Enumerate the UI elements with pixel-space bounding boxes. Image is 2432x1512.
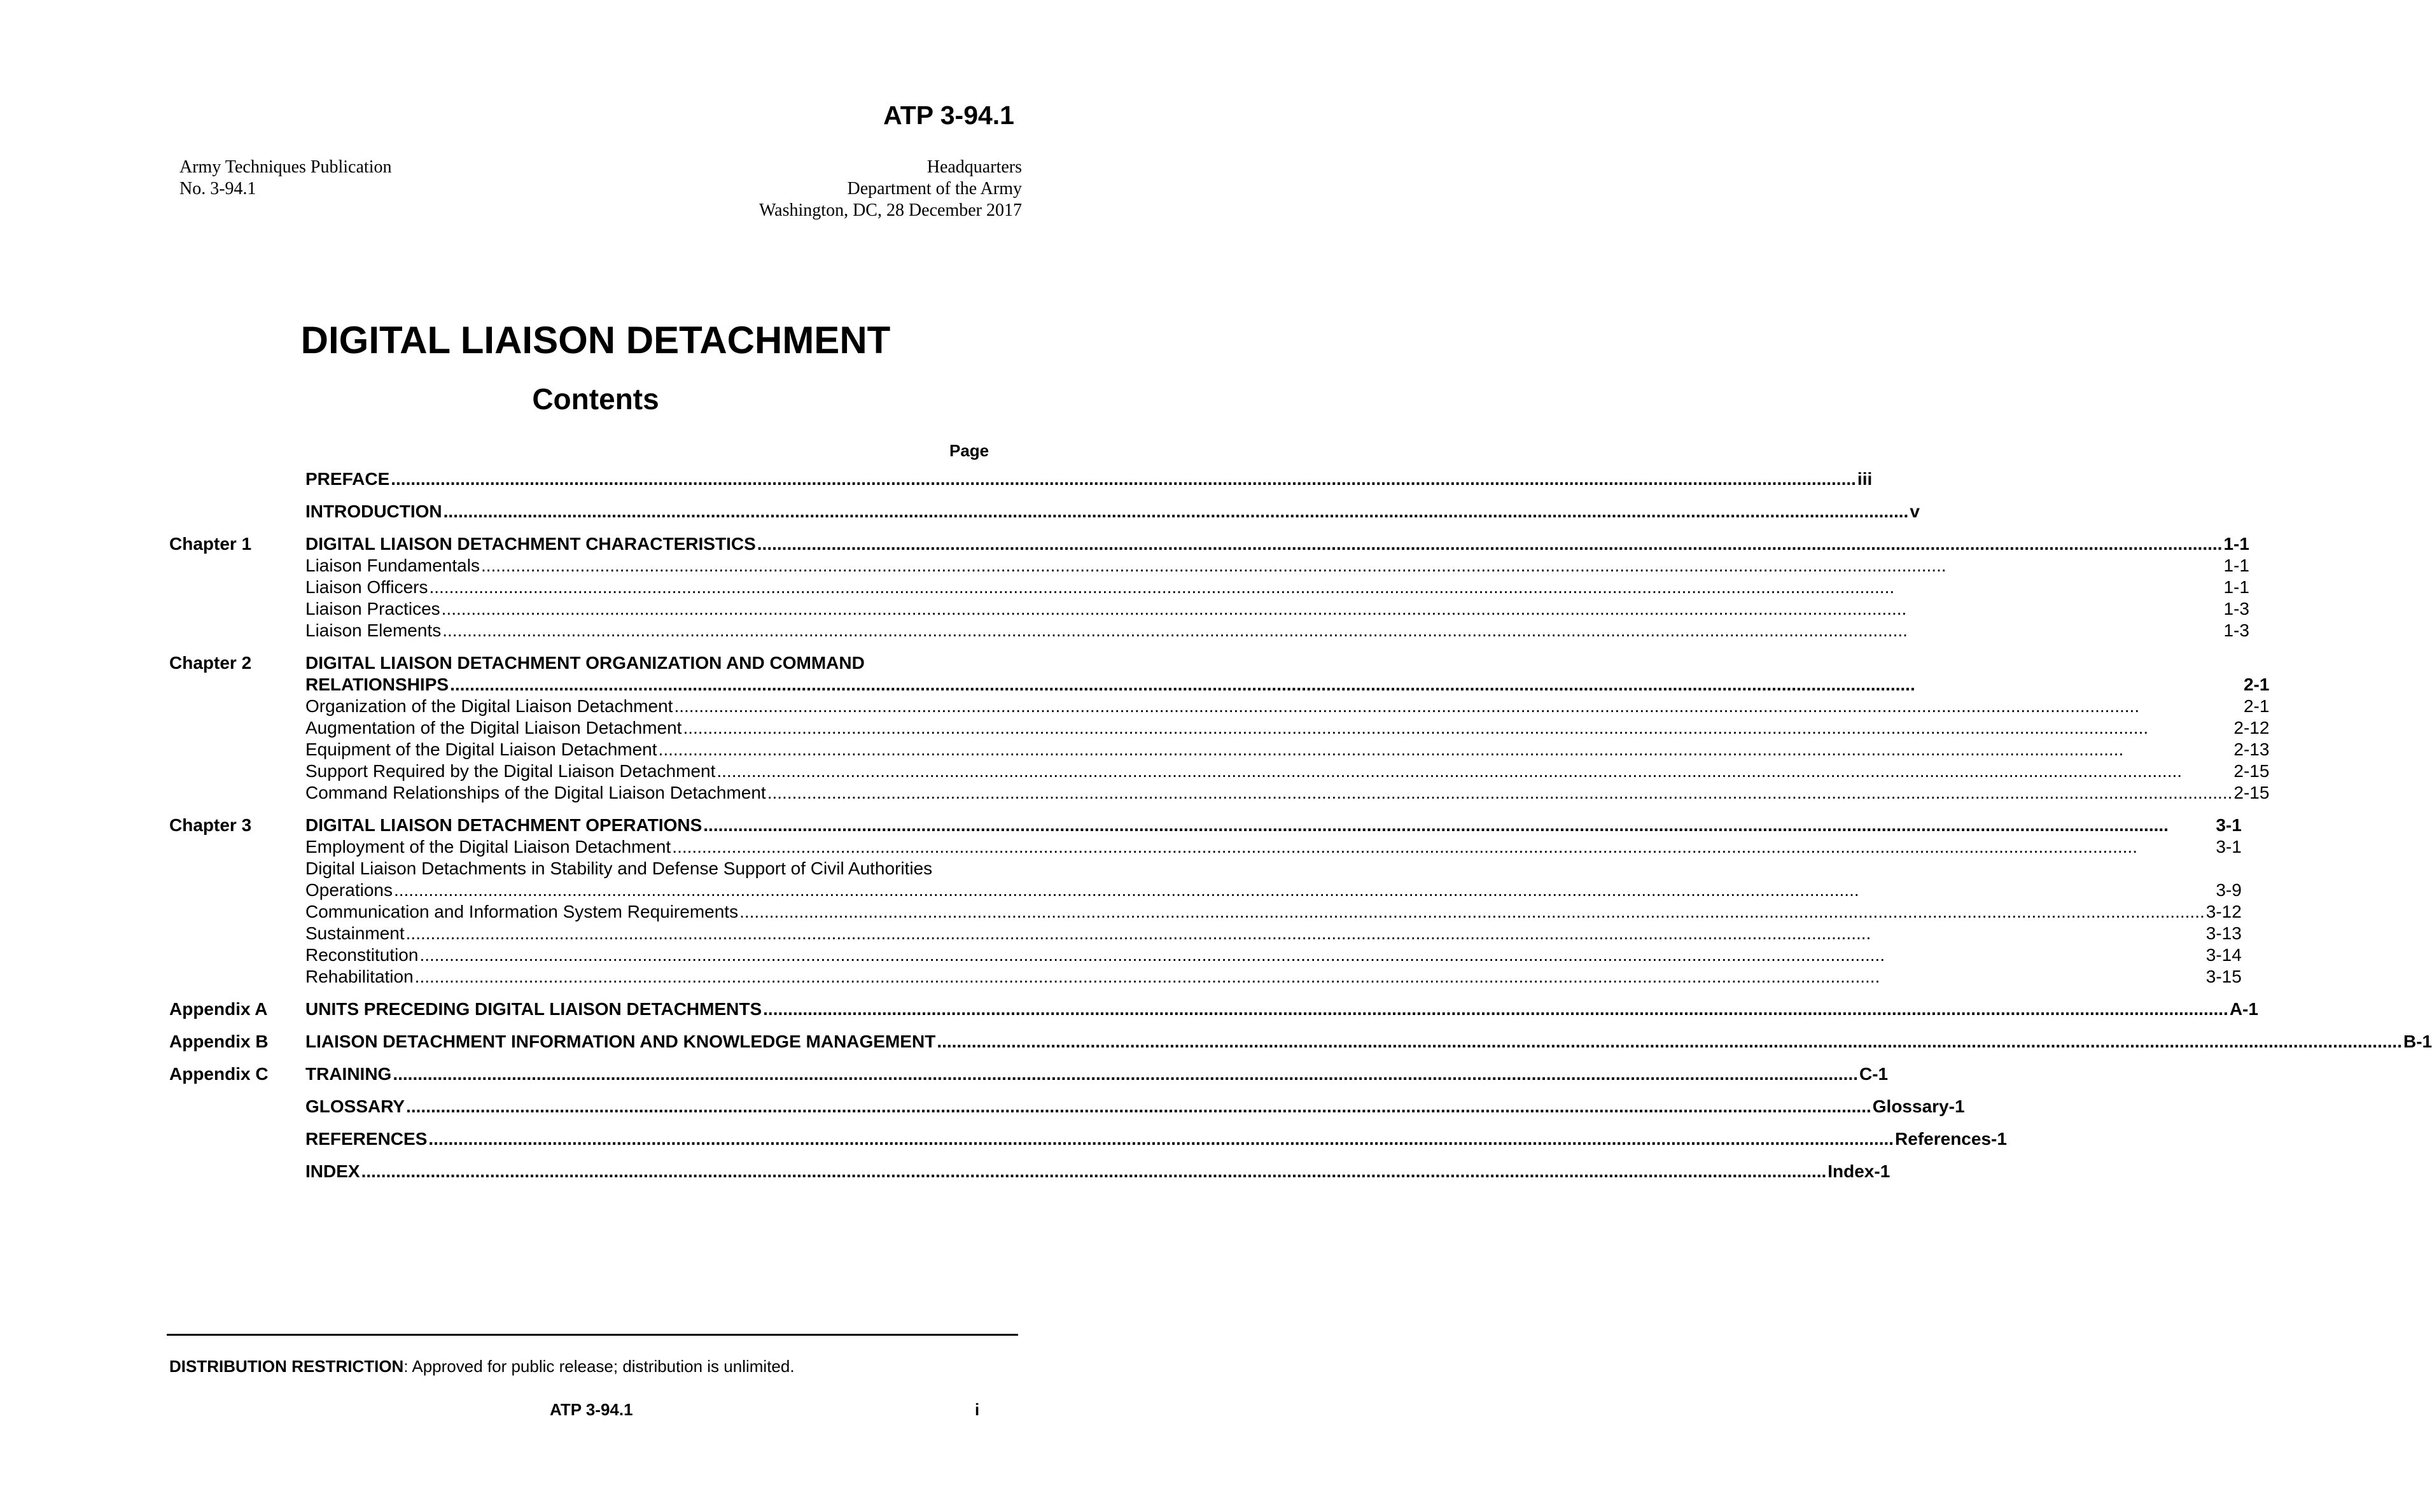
toc-subentry-title: Equipment of the Digital Liaison Detachment (305, 739, 657, 759)
toc-subentry-title: Reconstitution (305, 945, 419, 965)
publication-type: Army Techniques Publication (179, 157, 392, 177)
dot-leader (442, 598, 2223, 620)
publication-number: No. 3-94.1 (179, 179, 256, 199)
toc-chapter-2 (169, 652, 2270, 804)
dot-leader (739, 901, 2205, 923)
publication-header-right (759, 157, 1022, 221)
toc-entry-references[interactable] (305, 1128, 2007, 1150)
toc-subentry-page: 2-15 (2233, 761, 2270, 781)
dot-leader (393, 1063, 1858, 1085)
dot-leader (757, 533, 2223, 555)
toc-entry-title: TRAINING (305, 1064, 392, 1084)
toc-subentry-title: Employment of the Digital Liaison Detachment (305, 837, 671, 857)
dot-leader (442, 620, 2222, 641)
toc-subentry[interactable] (305, 923, 2242, 944)
toc-entry-preface[interactable] (305, 468, 1872, 490)
dot-leader (683, 717, 2232, 739)
dot-leader (450, 674, 2242, 696)
dot-leader (419, 944, 2204, 966)
toc-subentry[interactable] (305, 836, 2242, 858)
toc-subentry-page: 1-1 (2223, 577, 2249, 597)
toc-entry-title: INTRODUCTION (305, 501, 442, 521)
toc-entry-introduction[interactable] (305, 501, 1920, 522)
toc-entry-page: C-1 (1859, 1064, 1889, 1084)
dot-leader (361, 1161, 1827, 1182)
document-title: DIGITAL LIAISON DETACHMENT (300, 319, 891, 361)
chapter-label: Chapter 2 (169, 653, 252, 673)
toc-subentry-page: 2-13 (2233, 739, 2270, 759)
toc-entry-index[interactable] (305, 1161, 1890, 1182)
toc-label (169, 1096, 305, 1117)
dot-leader (763, 998, 2228, 1020)
date-line: Washington, DC, 28 December 2017 (759, 200, 1022, 220)
publication-id: ATP 3-94.1 (883, 101, 1014, 130)
appendix-label: Appendix C (169, 1064, 269, 1084)
toc-subentry-page: 3-9 (2216, 880, 2242, 900)
toc-subentry-page: 2-15 (2233, 783, 2270, 802)
contents-heading: Contents (532, 382, 659, 416)
toc-entry-title: GLOSSARY (305, 1096, 405, 1116)
dot-leader (703, 815, 2214, 836)
toc-glossary (169, 1096, 1965, 1117)
toc-preface (169, 468, 1873, 490)
dot-leader (659, 739, 2233, 760)
toc-entry-page: B-1 (2403, 1032, 2432, 1051)
toc-chapter-3 (169, 815, 2242, 988)
toc-entry-title: REFERENCES (305, 1129, 428, 1149)
toc-subentry-page: 2-1 (2243, 696, 2270, 716)
appendix-label: Appendix B (169, 1032, 269, 1051)
toc-entry-page: iii (1857, 469, 1873, 489)
dot-leader (406, 923, 2205, 944)
toc-entry-appendix-b[interactable] (305, 1031, 2432, 1053)
toc-subentry[interactable] (305, 555, 2249, 577)
distribution-label: DISTRIBUTION RESTRICTION (169, 1357, 404, 1376)
toc-label (169, 1161, 305, 1182)
chapter-label: Chapter 1 (169, 534, 252, 554)
toc-subentry[interactable] (305, 577, 2249, 598)
toc-subentry-page: 1-1 (2223, 556, 2249, 575)
dot-leader (406, 1096, 1871, 1117)
footer-page-number: i (975, 1400, 980, 1419)
toc-entry-chapter-3[interactable] (305, 815, 2242, 836)
toc-subentry[interactable] (305, 901, 2242, 923)
dot-leader (429, 577, 2222, 598)
toc-appendix-c (169, 1063, 1889, 1085)
toc-entry-appendix-c[interactable] (305, 1063, 1888, 1085)
footer-publication-id: ATP 3-94.1 (550, 1400, 633, 1419)
toc-subentry-title: Operations (305, 880, 393, 900)
dot-leader (394, 879, 2214, 901)
toc-label (169, 468, 305, 490)
toc-subentry-page: 1-3 (2223, 620, 2249, 640)
toc-subentry-line1[interactable]: Digital Liaison Detachments in Stability and Defense Support of Civil Authorities (305, 858, 933, 878)
toc-subentry[interactable] (305, 879, 2242, 901)
dot-leader (428, 1128, 1894, 1150)
toc-subentry-title: Augmentation of the Digital Liaison Detachment (305, 718, 682, 738)
toc-entry-page: Index-1 (1827, 1161, 1890, 1181)
toc-introduction (169, 501, 1920, 522)
toc-appendix-a (169, 998, 2258, 1020)
department-line: Department of the Army (847, 179, 1022, 199)
dot-leader (672, 836, 2214, 858)
toc-subentry[interactable] (305, 760, 2269, 782)
dot-leader (415, 966, 2205, 988)
toc-subentry[interactable] (305, 598, 2249, 620)
toc-entry-page: 2-1 (2243, 675, 2270, 694)
dot-leader (716, 760, 2232, 782)
toc-subentry-title: Liaison Practices (305, 599, 440, 619)
toc-subentry[interactable] (305, 739, 2269, 760)
toc-entry-title: UNITS PRECEDING DIGITAL LIAISON DETACHMENTS (305, 999, 762, 1019)
toc-subentry[interactable] (305, 696, 2269, 717)
toc-subentry-title: Command Relationships of the Digital Liaison Detachment (305, 783, 766, 802)
toc-entry-title: INDEX (305, 1161, 360, 1181)
toc-subentry-page: 3-14 (2205, 945, 2242, 965)
toc-entry-chapter-2-line1[interactable]: DIGITAL LIAISON DETACHMENT ORGANIZATION AND COMMAND (305, 653, 865, 673)
toc-subentry[interactable] (305, 966, 2242, 988)
toc-entry-page: 3-1 (2216, 815, 2242, 835)
toc-entry-title: RELATIONSHIPS (305, 675, 449, 694)
toc-subentry-page: 2-12 (2233, 718, 2270, 738)
toc-entry-chapter-1[interactable] (305, 533, 2249, 555)
toc-subentry-title: Organization of the Digital Liaison Detachment (305, 696, 673, 716)
toc-subentry-title: Rehabilitation (305, 967, 414, 986)
page-column-label: Page (949, 441, 989, 460)
dot-leader (674, 696, 2242, 717)
publication-header-left (179, 157, 391, 200)
toc-subentry[interactable] (305, 620, 2249, 641)
toc-entry-page: 1-1 (2223, 534, 2249, 554)
dot-leader (767, 782, 2233, 804)
dot-leader (481, 555, 2222, 577)
toc-subentry-page: 1-3 (2223, 599, 2249, 619)
distribution-text: : Approved for public release; distribution is unlimited. (403, 1357, 795, 1376)
toc-subentry-title: Liaison Officers (305, 577, 428, 597)
toc-entry-title: DIGITAL LIAISON DETACHMENT CHARACTERISTICS (305, 534, 756, 554)
toc-chapter-1 (169, 533, 2249, 641)
toc-entry-glossary[interactable] (305, 1096, 1965, 1117)
footer-divider (167, 1334, 1018, 1336)
toc-subentry[interactable] (305, 782, 2269, 804)
toc-entry-page: A-1 (2229, 999, 2258, 1019)
toc-appendix-b (169, 1031, 2432, 1053)
toc-subentry[interactable] (305, 717, 2269, 739)
toc-subentry-page: 3-15 (2205, 967, 2242, 986)
toc-entry-title: LIAISON DETACHMENT INFORMATION AND KNOWLEDGE MANAGEMENT (305, 1032, 936, 1051)
toc-subentry-page: 3-1 (2216, 837, 2242, 857)
headquarters-line: Headquarters (926, 157, 1022, 177)
toc-entry-title: PREFACE (305, 469, 390, 489)
appendix-label: Appendix A (169, 999, 268, 1019)
toc-subentry-title: Support Required by the Digital Liaison Detachment (305, 761, 716, 781)
chapter-label: Chapter 3 (169, 815, 252, 835)
toc-entry-page: References-1 (1895, 1129, 2007, 1149)
toc-entry-page: Glossary-1 (1872, 1096, 1965, 1116)
toc-references (169, 1128, 2007, 1150)
table-of-contents (169, 468, 2432, 1193)
dot-leader (391, 468, 1856, 490)
distribution-restriction (169, 1357, 795, 1376)
toc-subentry-title: Sustainment (305, 923, 405, 943)
toc-entry-appendix-a[interactable] (305, 998, 2258, 1020)
toc-entry-chapter-2[interactable] (305, 674, 2269, 696)
toc-subentry-title: Communication and Information System Requirements (305, 902, 739, 921)
toc-entry-title: DIGITAL LIAISON DETACHMENT OPERATIONS (305, 815, 702, 835)
toc-subentry-title: Liaison Fundamentals (305, 556, 480, 575)
toc-entry-page: v (1910, 501, 1920, 521)
toc-label (169, 501, 305, 522)
toc-subentry[interactable] (305, 944, 2242, 966)
toc-subentry-title: Liaison Elements (305, 620, 442, 640)
toc-label (169, 1128, 305, 1150)
dot-leader (444, 501, 1909, 522)
toc-subentry-page: 3-12 (2205, 902, 2242, 921)
toc-subentry-page: 3-13 (2205, 923, 2242, 943)
dot-leader (937, 1031, 2402, 1053)
toc-index (169, 1161, 1890, 1182)
